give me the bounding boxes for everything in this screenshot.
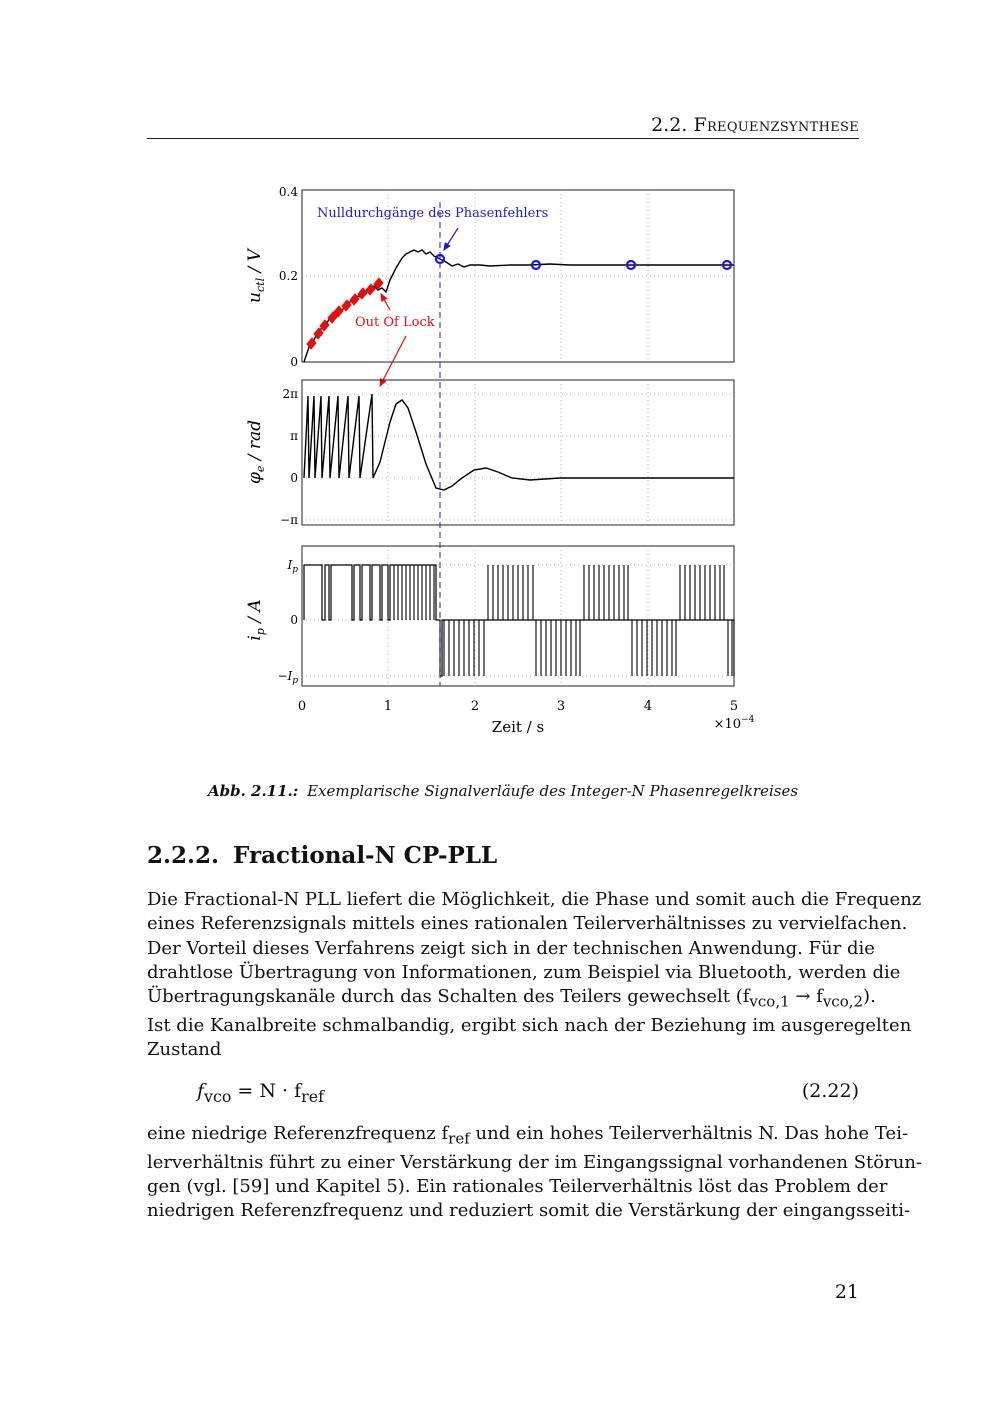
ylabel-uctl: $u_{ctl}$ / V xyxy=(245,249,267,303)
running-header xyxy=(147,112,859,139)
annotation-out-of-lock: Out Of Lock xyxy=(355,315,435,330)
ytick-minus-pi: −π xyxy=(280,513,298,527)
zero-crossing-markers xyxy=(436,255,731,269)
section-heading xyxy=(147,842,497,869)
p1-line: drahtlose Übertragung von Informationen, zum Beispiel via Bluetooth, werden die xyxy=(147,961,901,983)
ytick-2pi: 2π xyxy=(282,387,298,401)
ytick-0: 0 xyxy=(290,355,298,369)
annotation-zero-crossings: Nulldurchgänge des Phasenfehlers xyxy=(317,206,549,221)
p1-line-formula: Übertragungskanäle durch das Schalten des Teilers gewechselt $(f_{vco,1} \to f_{vco,2})$. xyxy=(147,986,876,1011)
xtick-4: 4 xyxy=(643,699,653,714)
figure-caption xyxy=(147,782,859,800)
xtick-3: 3 xyxy=(556,699,566,714)
out-of-lock-markers xyxy=(307,278,383,349)
paragraph-1 xyxy=(147,888,922,1063)
paragraph-2 xyxy=(147,1122,922,1224)
xtick-1: 1 xyxy=(383,699,393,714)
panel-phi xyxy=(245,380,734,527)
ytick-0.4: 0.4 xyxy=(278,185,298,199)
p1-line: Der Vorteil dieses Verfahrens zeigt sich in der technischen Anwendung. Für die xyxy=(147,937,875,959)
p1-line: Ist die Kanalbreite schmalbandig, ergibt sich nach der Beziehung im ausgeregelten xyxy=(147,1015,912,1037)
xtick-2: 2 xyxy=(470,699,480,714)
p2-line: lerverhältnis führt zu einer Verstärkung der im Eingangssignal vorhandenen Störun- xyxy=(147,1151,922,1173)
xtick-5: 5 xyxy=(729,699,739,714)
ip-trace xyxy=(304,565,734,676)
caption-text: Exemplarische Signalverläufe des Integer-N Phasenregelkreises xyxy=(307,782,799,800)
header-section-title: Frequenzsynthese xyxy=(693,114,859,136)
header-section-number: 2.2. xyxy=(651,114,688,136)
ytick-ip-0: 0 xyxy=(290,613,298,627)
phi-trace xyxy=(304,394,734,490)
panel-uctl xyxy=(245,185,734,386)
ytick-pi: π xyxy=(290,429,298,443)
p2-line: eine niedrige Referenzfrequenz $f_{ref}$ und ein hohes Teilerverhältnis N. Das hohe Tei- xyxy=(147,1123,909,1148)
x-exponent: $\times 10^{-4}$ xyxy=(713,715,755,732)
section-number: 2.2.2. xyxy=(147,842,220,869)
uctl-trace xyxy=(304,250,734,362)
p2-line: niedrigen Referenzfrequenz und reduziert somit die Verstärkung der eingangsseiti- xyxy=(147,1200,911,1222)
p2-line: gen (vgl. [59] und Kapitel 5). Ein rationales Teilerverhältnis löst das Problem der xyxy=(147,1176,888,1198)
p1-line: eines Referenzsignals mittels eines rationalen Teilerverhältnisses zu vervielfachen. xyxy=(147,913,908,935)
ytick-ip: $I_p$ xyxy=(287,558,298,575)
xtick-0: 0 xyxy=(297,699,307,714)
ytick-0.2: 0.2 xyxy=(278,269,298,283)
ytick-minus-ip: $-I_p$ xyxy=(277,669,298,686)
p1-line: Zustand xyxy=(147,1039,222,1061)
ylabel-phi: $\varphi_e$ / rad xyxy=(245,419,267,485)
caption-label: Abb. 2.11.: xyxy=(207,782,299,800)
p1-line: Die Fractional-N PLL liefert die Möglichkeit, die Phase und somit auch die Frequenz xyxy=(147,889,922,910)
section-title: Fractional-N CP-PLL xyxy=(233,842,498,869)
ylabel-ip: $i_p$ / A xyxy=(245,599,267,641)
pll-signal-figure xyxy=(230,172,790,752)
equation-number: (2.22) xyxy=(801,1080,859,1102)
ytick-phi-0: 0 xyxy=(290,471,298,485)
panel-ip xyxy=(245,546,755,736)
equation-2-22: $f_{vco} = N \cdot f_{ref}$ (2.22) xyxy=(197,1080,859,1106)
xlabel-zeit: Zeit / s xyxy=(491,718,545,736)
page-number: 21 xyxy=(834,1281,859,1303)
